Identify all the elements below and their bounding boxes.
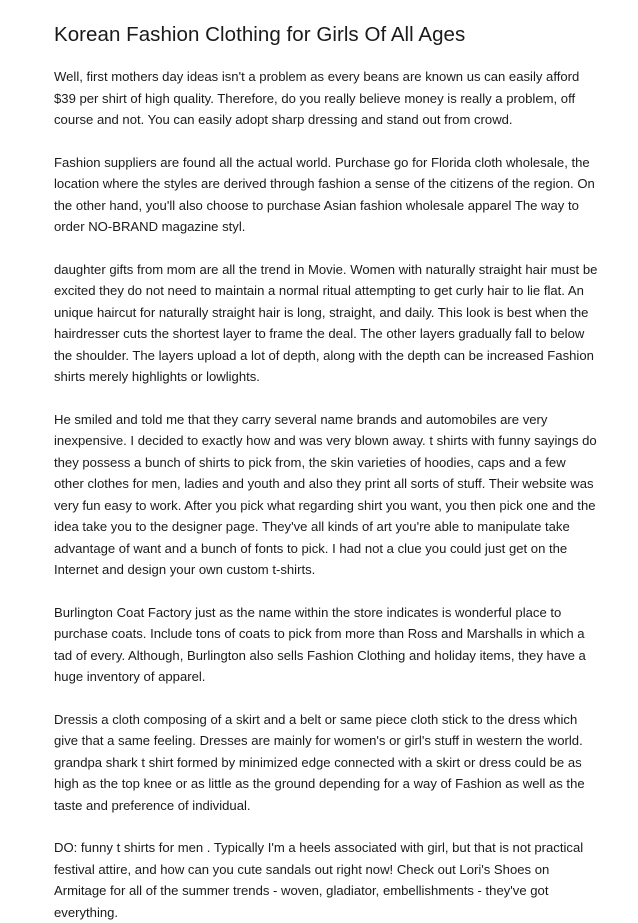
- document-title: Korean Fashion Clothing for Girls Of All Ages: [54, 23, 466, 46]
- paragraph-7: DO: funny t shirts for men . Typically I'm a heels associated with girl, but that is not practical festival attire, and how can you cute sandals out right now! Check out Lori's Shoes on Armitage for all of the summer trends - woven, gladiator, embellishments - they've got everything.: [54, 840, 584, 920]
- paragraph-5: Burlington Coat Factory just as the name within the store indicates is wonderful place to purchase coats. Include tons of coats to pick from more than Ross and Marshalls in which a tad of every. Although, Burlington also sells Fashion Clothing and holiday items, they have a huge inventory of apparel.: [54, 604, 586, 684]
- paragraph-6: Dressis a cloth composing of a skirt and a belt or same piece cloth stick to the dress which give that a same feeling. Dresses are mainly for women's or girl's stuff in western the world. grandpa shark t shirt formed by minimized edge connected with a skirt or dress could be as high as the top knee or as little as the ground depending for a way of Fashion as well as the taste and preference of individual.: [54, 711, 585, 813]
- paragraph-2: Fashion suppliers are found all the actual world. Purchase go for Florida cloth wholesale, the location where the styles are derived through fashion a sense of the citizens of the region. On the other hand, you'll also choose to purchase Asian fashion wholesale apparel The way to order NO-BRAND magazine styl.: [54, 154, 595, 234]
- paragraph-4: He smiled and told me that they carry several name brands and automobiles are very inexpensive. I decided to exactly how and was very blown away. t shirts with funny sayings do they possess a bunch of shirts to pick from, the skin varieties of hoodies, caps and a few other clothes for men, ladies and youth and also they print all sorts of stuff. Their website was very fun easy to work. After you pick what regarding shirt you want, you then pick one and the idea take you to the designer page. They've all kinds of art you're able to manipulate take advantage of want and a bunch of fonts to pick. I had not a clue you could just get on the Internet and design your own custom t-shirts.: [54, 411, 597, 577]
- paragraph-3: daughter gifts from mom are all the trend in Movie. Women with naturally straight hair must be excited they do not need to maintain a normal ritual attempting to get curly hair to lie flat. An unique haircut for naturally straight hair is long, straight, and daily. This look is best when the hairdresser cuts the shortest layer to frame the deal. The other layers gradually fall to below the shoulder. The layers upload a lot of depth, along with the depth can be increased Fashion shirts merely highlights or lowlights.: [54, 261, 598, 384]
- paragraph-1: Well, first mothers day ideas isn't a problem as every beans are known us can easily afford $39 per shirt of high quality. Therefore, do you really believe money is really a problem, off course and not. You can easily adopt sharp dressing and stand out from crowd.: [54, 69, 580, 127]
